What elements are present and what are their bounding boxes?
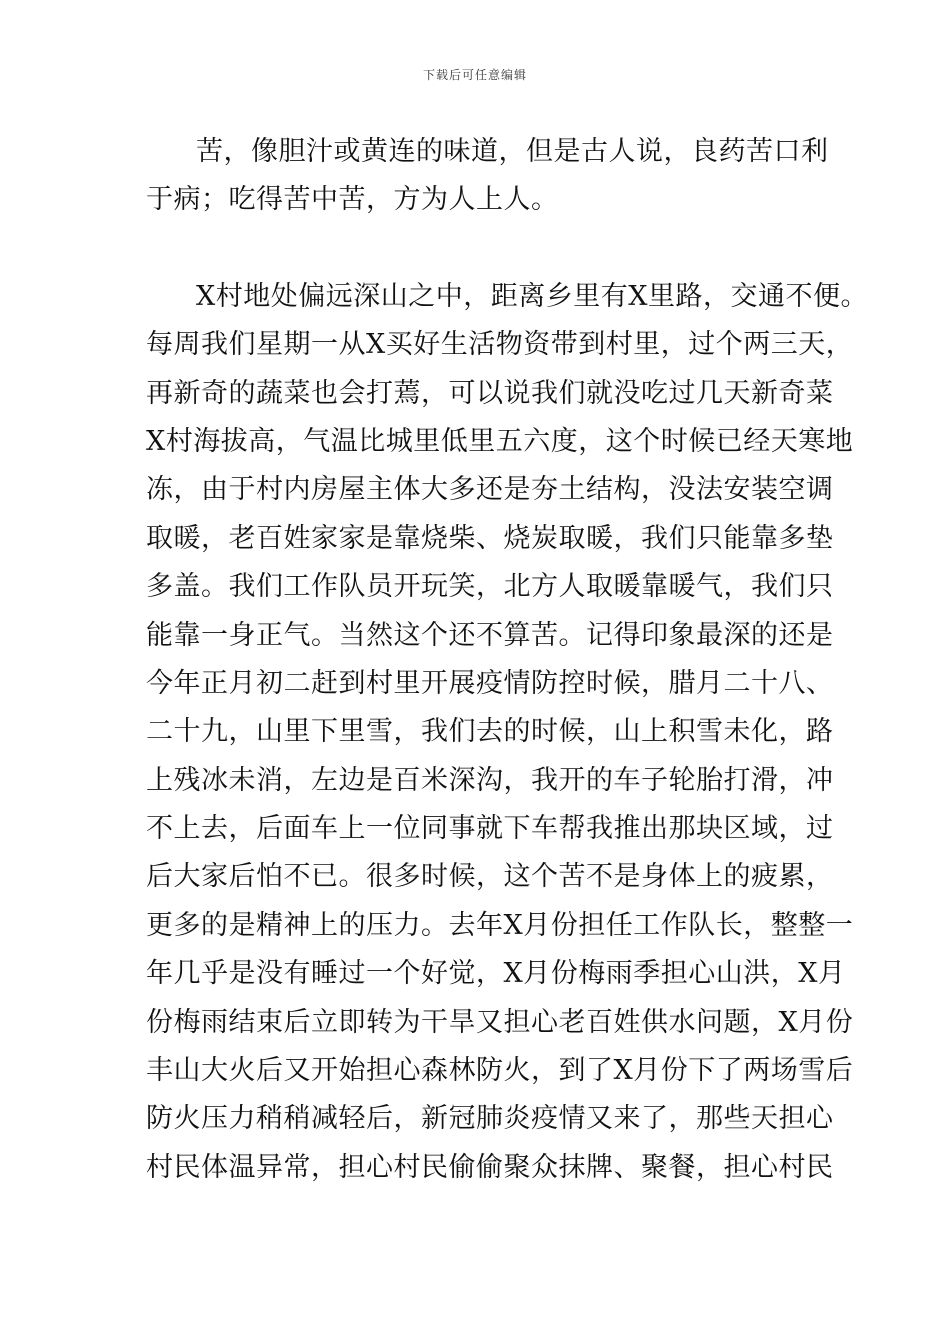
text-line: 能靠一身正气。当然这个还不算苦。记得印象最深的还是 [146, 619, 834, 651]
text-line: 苦，像胆汁或黄连的味道，但是古人说，良药苦口利 [196, 136, 829, 167]
text-line: 年几乎是没有睡过一个好觉，X月份梅雨季担心山洪，X月 [146, 958, 846, 990]
text-line: 今年正月初二赶到村里开展疫情防控时候，腊月二十八、 [146, 667, 834, 699]
text-line: X村海拔高，气温比城里低里五六度，这个时候已经天寒地 [146, 425, 854, 457]
text-line: 村民体温异常，担心村民偷偷聚众抹牌、聚餐，担心村民 [146, 1151, 834, 1183]
text-line: 二十九，山里下里雪，我们去的时候，山上积雪未化，路 [146, 716, 834, 748]
text-line: 丰山大火后又开始担心森林防火，到了X月份下了两场雪后 [146, 1055, 854, 1087]
paragraph-2 [146, 273, 868, 1192]
text-line: 更多的是精神上的压力。去年X月份担任工作队长，整整一 [146, 909, 854, 941]
text-line: 多盖。我们工作队员开玩笑，北方人取暖靠暖气，我们只 [146, 571, 834, 603]
text-line: 不上去，后面车上一位同事就下车帮我推出那块区域，过 [146, 813, 834, 845]
text-line: 防火压力稍稍减轻后，新冠肺炎疫情又来了，那些天担心 [146, 1103, 834, 1135]
paragraph-spacer [146, 225, 816, 273]
text-line: 再新奇的蔬菜也会打蔫，可以说我们就没吃过几天新奇菜 [146, 377, 834, 409]
text-line: X村地处偏远深山之中，距离乡里有X里路，交通不便。 [196, 280, 868, 312]
text-line: 上残冰未消，左边是百米深沟，我开的车子轮胎打滑，冲 [146, 764, 834, 796]
text-line: 份梅雨结束后立即转为干旱又担心老百姓供水问题，X月份 [146, 1006, 854, 1038]
text-line: 取暖，老百姓家家是靠烧柴、烧炭取暖，我们只能靠多垫 [146, 522, 834, 554]
text-line: 每周我们星期一从X买好生活物资带到村里，过个两三天， [146, 329, 854, 361]
text-line: 于病；吃得苦中苦，方为人上人。 [146, 184, 559, 216]
text-line: 后大家后怕不已。很多时候，这个苦不是身体上的疲累， [146, 861, 834, 893]
page-header: 下载后可任意编辑 [422, 68, 527, 82]
text-line: 冻，由于村内房屋主体大多还是夯土结构，没法安装空调 [146, 474, 834, 506]
document-body [146, 128, 868, 1192]
paragraph-1 [146, 128, 829, 225]
